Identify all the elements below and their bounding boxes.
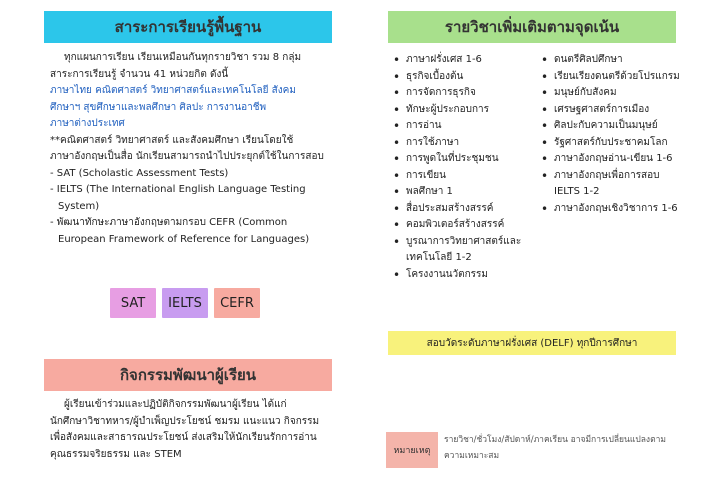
delf-banner bbox=[388, 331, 676, 355]
list-item: • บูรณาการวิทยาศาสตร์และเทคโนโลยี 1-2 bbox=[392, 234, 534, 267]
activities-body bbox=[50, 397, 350, 463]
list-item: • เศรษฐศาสตร์การเมือง bbox=[540, 102, 688, 119]
core-exam-ielts-1: - IELTS (The International English Language Testing bbox=[50, 184, 306, 195]
activities-title: กิจกรรมพัฒนาผู้เรียน bbox=[119, 366, 257, 384]
activities-line-4: คุณธรรมจริยธรรม และ STEM bbox=[50, 448, 182, 460]
list-item: • ภาษาอังกฤษอ่าน-เขียน 1-6 bbox=[540, 151, 688, 168]
list-item: • ดนตรีศิลปศึกษา bbox=[540, 52, 688, 69]
list-item: • การใช้ภาษา bbox=[392, 135, 534, 152]
electives-list-col-1 bbox=[392, 52, 534, 283]
list-item: • ภาษาฝรั่งเศส 1-6 bbox=[392, 52, 534, 69]
core-subjects-body bbox=[50, 50, 340, 248]
list-item: • มนุษย์กับสังคม bbox=[540, 85, 688, 102]
ielts-badge-label: IELTS bbox=[168, 295, 202, 311]
ielts-badge bbox=[162, 288, 208, 318]
sat-badge-label: SAT bbox=[120, 295, 146, 311]
electives-list-col-2 bbox=[540, 52, 688, 217]
list-item: • ธุรกิจเบื้องต้น bbox=[392, 69, 534, 86]
core-subjects-line-2: ศึกษาฯ สุขศึกษาและพลศึกษา ศิลปะ การงานอาชีพ bbox=[50, 101, 267, 113]
list-item: • รัฐศาสตร์กับประชาคมโลก bbox=[540, 135, 688, 152]
list-item: • คอมพิวเตอร์สร้างสรรค์ bbox=[392, 217, 534, 234]
core-subjects-title: สาระการเรียนรู้พื้นฐาน bbox=[114, 18, 262, 36]
list-item: • พลศึกษา 1 bbox=[392, 184, 534, 201]
list-item: • ศิลปะกับความเป็นมนุษย์ bbox=[540, 118, 688, 135]
core-note-line-2: ภาษาอังกฤษเป็นสื่อ นักเรียนสามารถนำไปประยุกต์ใช้ในการสอบ bbox=[50, 151, 324, 162]
core-exam-cefr-2: European Framework of Reference for Languages) bbox=[58, 233, 310, 245]
activities-line-2: นักศึกษาวิชาทหาร/ผู้บำเพ็ญประโยชน์ ชมรม แนะแนว กิจกรรม bbox=[50, 415, 320, 427]
core-intro-line-1: ทุกแผนการเรียน เรียนเหมือนกันทุกรายวิชา รวม 8 กลุ่ม bbox=[64, 52, 302, 63]
sat-badge bbox=[110, 288, 156, 318]
remark-text-line-1: รายวิชา/ชั่วโมง/สัปดาห์/ภาคเรียน อาจมีการเปลี่ยนแปลงตาม bbox=[444, 435, 666, 445]
list-item: • ภาษาอังกฤษเชิงวิชาการ 1-6 bbox=[540, 201, 688, 218]
remark-text bbox=[444, 432, 694, 464]
list-item: • การอ่าน bbox=[392, 118, 534, 135]
delf-banner-text: สอบวัดระดับภาษาฝรั่งเศส (DELF) ทุกปีการศึกษา bbox=[426, 337, 638, 349]
list-item: • โครงงานนวัตกรรม bbox=[392, 267, 534, 284]
activities-header bbox=[44, 359, 332, 391]
activities-line-3: เพื่อสังคมและสาธารณประโยชน์ ส่งเสริมให้นักเรียนรักการอ่าน bbox=[50, 432, 317, 443]
core-intro-line-2: สาระการเรียนรู้ จำนวน 41 หน่วยกิต ดังนี้ bbox=[50, 68, 229, 80]
core-exam-sat: - SAT (Scholastic Assessment Tests) bbox=[50, 167, 229, 179]
cefr-badge bbox=[214, 288, 260, 318]
list-item: • ทักษะผู้ประกอบการ bbox=[392, 102, 534, 119]
core-subjects-header bbox=[44, 11, 332, 43]
core-exam-ielts-2: System) bbox=[58, 200, 100, 212]
activities-line-1: ผู้เรียนเข้าร่วมและปฏิบัติกิจกรรมพัฒนาผู้เรียน ได้แก่ bbox=[64, 399, 287, 410]
list-item: • การจัดการธุรกิจ bbox=[392, 85, 534, 102]
core-note-line-1: **คณิตศาสตร์ วิทยาศาสตร์ และสังคมศึกษา เรียนโดยใช้ bbox=[50, 134, 294, 146]
list-item: • การพูดในที่ประชุมชน bbox=[392, 151, 534, 168]
list-item: • สื่อประสมสร้างสรรค์ bbox=[392, 201, 534, 218]
core-subjects-line-1: ภาษาไทย คณิตศาสตร์ วิทยาศาสตร์และเทคโนโลยี สังคม bbox=[50, 85, 296, 96]
core-exam-cefr-1: - พัฒนาทักษะภาษาอังกฤษตามกรอบ CEFR (Common bbox=[50, 217, 288, 228]
core-subjects-line-3: ภาษาต่างประเทศ bbox=[50, 118, 125, 129]
list-item: • การเขียน bbox=[392, 168, 534, 185]
cefr-badge-label: CEFR bbox=[220, 295, 254, 311]
list-item: • เรียนเรียงดนตรีด้วยโปรแกรม bbox=[540, 69, 688, 86]
remark-text-line-2: ความเหมาะสม bbox=[444, 451, 500, 461]
remark-label bbox=[386, 432, 438, 468]
remark-label-text: หมายเหตุ bbox=[393, 446, 431, 456]
electives-title: รายวิชาเพิ่มเติมตามจุดเน้น bbox=[444, 18, 620, 36]
electives-header bbox=[388, 11, 676, 43]
list-item: • ภาษาอังกฤษเพื่อการสอบ IELTS 1-2 bbox=[540, 168, 688, 201]
